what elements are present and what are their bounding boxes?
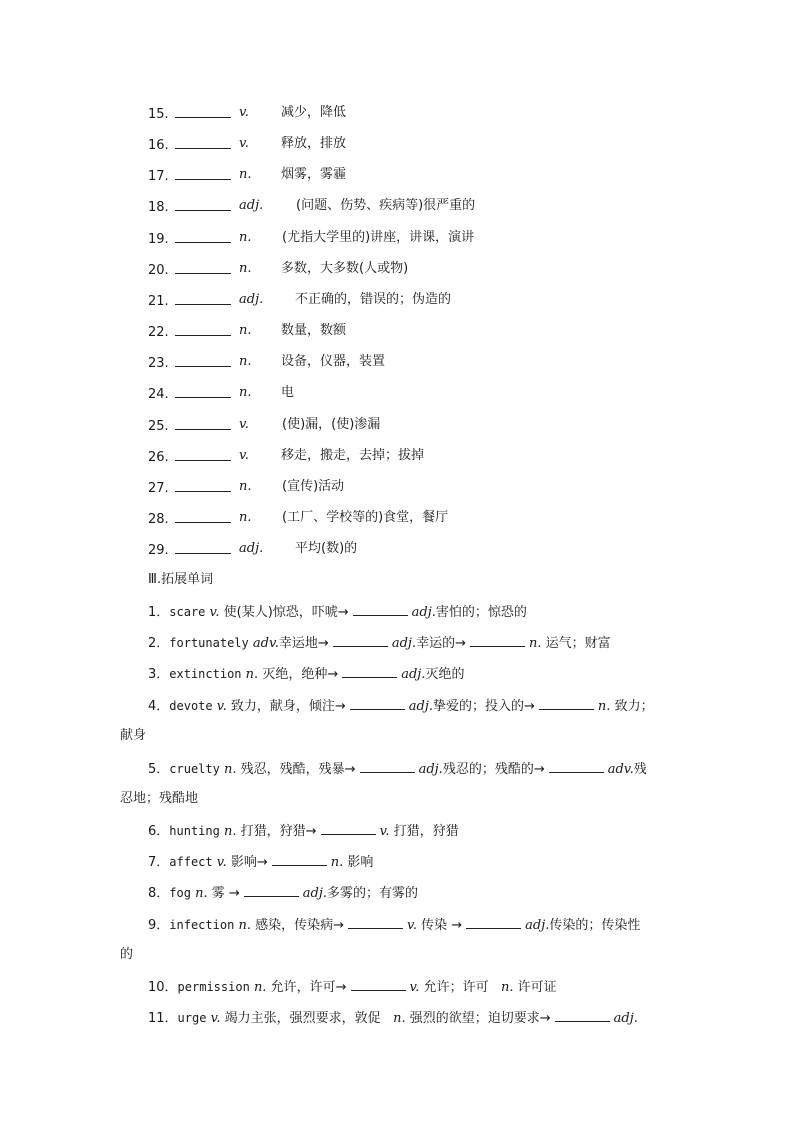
answer-blank[interactable] [175, 197, 231, 211]
item-number: 28. [148, 512, 169, 527]
meaning: 电 [281, 385, 295, 400]
answer-blank[interactable] [555, 1008, 610, 1022]
vocab-item [148, 260, 409, 280]
answer-blank[interactable] [175, 166, 231, 180]
item-number: 15. [148, 107, 169, 122]
meaning: (使)漏，(使)渗漏 [282, 417, 381, 432]
answer-blank[interactable] [333, 633, 388, 647]
extend-item-9: 9．infection n. 感染，传染病→ v. 传染 → adj.传染的；传染性 [148, 915, 640, 935]
extend-item-4-cont: 献身 [120, 728, 147, 743]
extend-item-1: 1．scare v. 使(某人)惊恐，吓唬→ adj.害怕的；惊恐的 [148, 602, 527, 622]
vocab-item [148, 478, 345, 498]
part-of-speech: v. [239, 136, 249, 151]
answer-blank[interactable] [539, 696, 594, 710]
extend-item-5-cont: 忍地；残酷地 [120, 791, 199, 806]
answer-blank[interactable] [175, 416, 231, 430]
vocab-item [148, 229, 475, 249]
part-of-speech: v. [239, 105, 249, 120]
item-number: 24. [148, 387, 169, 402]
part-of-speech: n. [239, 167, 252, 182]
extend-item-10: 10．permission n. 允许，许可→ v. 允许；许可 n. 许可证 [148, 977, 557, 997]
answer-blank[interactable] [466, 915, 521, 929]
answer-blank[interactable] [175, 447, 231, 461]
item-number: 26. [148, 450, 169, 465]
meaning: 平均(数)的 [295, 541, 358, 556]
meaning: 设备，仪器，装置 [281, 354, 386, 369]
answer-blank[interactable] [470, 633, 525, 647]
vocab-item [148, 509, 449, 529]
answer-blank[interactable] [175, 384, 231, 398]
extend-item-7: 7．affect v. 影响→ n. 影响 [148, 852, 373, 872]
part-of-speech: v. [239, 448, 249, 463]
answer-blank[interactable] [350, 696, 405, 710]
extend-item-5: 5．cruelty n. 残忍，残酷，残暴→ adj.残忍的；残酷的→ adv.残 [148, 759, 647, 779]
extend-item-4: 4．devote v. 致力，献身，倾注→ adj.挚爱的；投入的→ n. 致力； [148, 696, 654, 716]
item-number: 23. [148, 356, 169, 371]
vocab-item [148, 353, 386, 373]
part-of-speech: adj. [239, 198, 264, 213]
extend-item-2: 2．fortunately adv.幸运地→ adj.幸运的→ n. 运气；财富 [148, 633, 611, 653]
answer-blank[interactable] [342, 664, 397, 678]
item-number: 29. [148, 543, 169, 558]
part-of-speech: n. [239, 354, 252, 369]
vocab-item [148, 447, 425, 467]
meaning: 释放，排放 [281, 136, 347, 151]
meaning: 数量，数额 [281, 323, 347, 338]
part-of-speech: n. [239, 385, 252, 400]
vocab-item [148, 135, 347, 155]
vocab-item [148, 322, 347, 342]
vocab-item [148, 166, 347, 186]
meaning: (宣传)活动 [282, 479, 345, 494]
answer-blank[interactable] [360, 759, 415, 773]
extend-item-11: 11．urge v. 竭力主张，强烈要求，敦促 n. 强烈的欲望；迫切要求→ adj. [148, 1008, 638, 1028]
answer-blank[interactable] [175, 322, 231, 336]
item-number: 25. [148, 419, 169, 434]
answer-blank[interactable] [244, 883, 299, 897]
vocab-item [148, 540, 358, 560]
answer-blank[interactable] [175, 353, 231, 367]
extend-item-3: 3．extinction n. 灭绝，绝种→ adj.灭绝的 [148, 664, 465, 684]
part-of-speech: adj. [239, 292, 264, 307]
item-number: 21. [148, 294, 169, 309]
answer-blank[interactable] [175, 260, 231, 274]
item-number: 18. [148, 200, 169, 215]
meaning: 减少，降低 [281, 105, 347, 120]
part-of-speech: n. [239, 510, 252, 525]
answer-blank[interactable] [348, 915, 403, 929]
part-of-speech: n. [239, 261, 252, 276]
vocab-item [148, 291, 452, 311]
vocab-item [148, 416, 381, 436]
section-title: Ⅲ.拓展单词 [148, 572, 214, 587]
meaning: (工厂、学校等的)食堂，餐厅 [282, 510, 449, 525]
item-number: 17. [148, 169, 169, 184]
answer-blank[interactable] [175, 540, 231, 554]
item-number: 22. [148, 325, 169, 340]
extend-item-8: 8．fog n. 雾 → adj.多雾的；有雾的 [148, 883, 418, 903]
item-number: 16. [148, 138, 169, 153]
answer-blank[interactable] [321, 821, 376, 835]
answer-blank[interactable] [175, 509, 231, 523]
answer-blank[interactable] [175, 104, 231, 118]
meaning: (尤指大学里的)讲座，讲课，演讲 [282, 230, 475, 245]
item-number: 20. [148, 263, 169, 278]
meaning: 移走，搬走，去掉；拔掉 [281, 448, 425, 463]
answer-blank[interactable] [175, 291, 231, 305]
vocab-item [148, 104, 347, 124]
vocab-item [148, 384, 295, 404]
meaning: 不正确的，错误的；伪造的 [295, 292, 452, 307]
answer-blank[interactable] [175, 478, 231, 492]
part-of-speech: adj. [239, 541, 264, 556]
part-of-speech: n. [239, 230, 252, 245]
meaning: 烟雾，雾霾 [281, 167, 347, 182]
item-number: 27. [148, 481, 169, 496]
answer-blank[interactable] [353, 602, 408, 616]
answer-blank[interactable] [175, 135, 231, 149]
meaning: 多数，大多数(人或物) [281, 261, 409, 276]
answer-blank[interactable] [175, 229, 231, 243]
vocab-item [148, 197, 476, 217]
meaning: (问题、伤势、疾病等)很严重的 [296, 198, 476, 213]
extend-item-9-cont: 的 [120, 947, 134, 962]
part-of-speech: v. [239, 417, 249, 432]
item-number: 19. [148, 232, 169, 247]
answer-blank[interactable] [272, 852, 327, 866]
extend-item-6: 6．hunting n. 打猎，狩猎→ v. 打猎，狩猎 [148, 821, 459, 841]
answer-blank[interactable] [549, 759, 604, 773]
answer-blank[interactable] [351, 977, 406, 991]
part-of-speech: n. [239, 479, 252, 494]
part-of-speech: n. [239, 323, 252, 338]
